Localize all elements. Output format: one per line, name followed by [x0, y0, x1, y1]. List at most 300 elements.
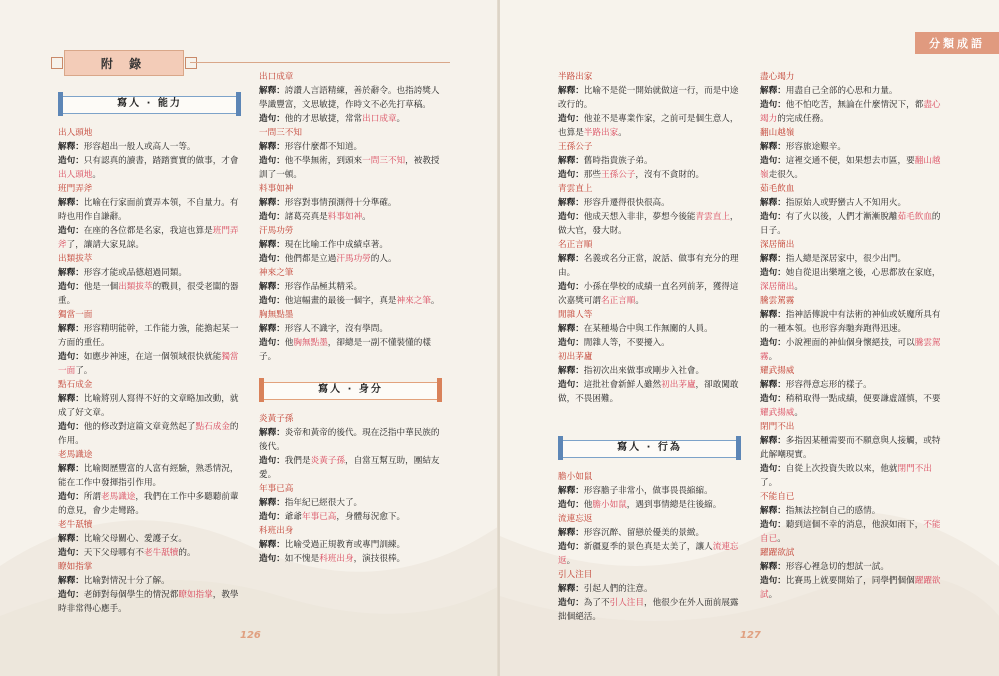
line-text: 指原始人或野蠻古人不知用火。: [785, 198, 907, 208]
idiom-highlight: 膽小如鼠: [592, 500, 627, 510]
line-text: 形容精明能幹，工作能力強，能擔起某一方面的重任。: [58, 324, 239, 348]
line-label: 解釋：: [259, 198, 285, 208]
line-label: 解釋：: [259, 324, 285, 334]
line-text: 比賽馬上就要開始了，同學們個個: [785, 576, 915, 586]
line-text: 小孫在學校的成績一直名列前茅，獲得這次嘉獎可謂: [558, 282, 739, 306]
line-text: 了。: [75, 366, 93, 376]
line-text: 。: [566, 556, 576, 566]
section-header: [259, 378, 442, 402]
line-label: 造句：: [58, 352, 84, 362]
idiom-highlight: 點石成金: [195, 422, 230, 432]
line-label: 造句：: [259, 554, 285, 564]
idiom-term: 閒雜人等: [558, 310, 593, 320]
line-label: 解釋：: [58, 394, 84, 404]
idiom-highlight: 盡心竭力: [760, 100, 941, 124]
line-text: 我們是: [284, 456, 311, 466]
line-label: 造句：: [558, 170, 584, 180]
example-line: [259, 336, 442, 364]
line-label: 造句：: [259, 156, 285, 166]
idiom-entry: [558, 512, 741, 568]
idiom-entry: [259, 412, 442, 482]
example-line: [558, 336, 741, 350]
example-line: [58, 154, 241, 182]
line-text: 形容對事情預測得十分準確。: [284, 198, 397, 208]
example-line: [558, 210, 741, 238]
line-text: 形容作品極其精采。: [284, 282, 363, 292]
line-label: 造句：: [259, 212, 285, 222]
idiom-term: 一問三不知: [259, 128, 302, 138]
line-text: 。: [430, 296, 440, 306]
line-label: 解釋：: [259, 240, 285, 250]
line-text: ，卻敢闖敢做，不畏困難。: [558, 380, 739, 404]
definition-line: [760, 378, 945, 392]
idiom-entry: [259, 126, 442, 182]
column-4: [760, 70, 945, 602]
line-label: 解釋：: [58, 142, 84, 152]
definition-line: [558, 196, 741, 210]
line-text: 形容什麼都不知道。: [284, 142, 363, 152]
idiom-entry: [760, 546, 945, 602]
line-text: 她自從退出樂壇之後，心思都放在家庭，: [785, 268, 941, 278]
line-label: 造句：: [760, 338, 786, 348]
line-text: 比喻受過正規教育或專門訓練。: [284, 540, 406, 550]
line-label: 解釋：: [760, 380, 786, 390]
line-text: 新疆夏季的景色真是太美了，讓人: [583, 542, 713, 552]
line-text: 他: [583, 500, 593, 510]
line-label: 解釋：: [558, 156, 584, 166]
line-label: 造句：: [58, 282, 84, 292]
line-text: 這裡交通不便，如果想去市區，要: [785, 156, 915, 166]
line-label: 造句：: [58, 422, 84, 432]
definition-line: [760, 252, 945, 266]
idiom-highlight: 一問三不知: [362, 156, 406, 166]
definition-line: [760, 84, 945, 98]
line-label: 解釋：: [760, 142, 786, 152]
example-line: [58, 490, 241, 518]
idiom-highlight: 汗馬功勞: [336, 254, 371, 264]
example-line: [259, 454, 442, 482]
line-label: 解釋：: [760, 436, 786, 446]
line-label: 造句：: [760, 156, 786, 166]
idiom-term: 躍躍欲試: [760, 548, 795, 558]
line-label: 解釋：: [58, 324, 84, 334]
line-text: ，我們在工作中多聽聽前輩的意見，會少走彎路。: [58, 492, 239, 516]
line-text: 形容超出一般人或高人一等。: [83, 142, 196, 152]
line-label: 解釋：: [558, 254, 584, 264]
line-text: 指無法控制自己的感情。: [785, 506, 881, 516]
idiom-entry: [760, 364, 945, 420]
idiom-term: 瞭如指掌: [58, 562, 93, 572]
idiom-highlight: 深居簡出: [760, 282, 795, 292]
line-text: 在某種場合中與工作無關的人員。: [583, 324, 713, 334]
line-text: 老師對每個學生的情況都: [83, 590, 179, 600]
line-text: 聽到這個不幸的消息，他淚如雨下，: [785, 520, 924, 530]
line-label: 造句：: [558, 542, 584, 552]
idiom-term: 王孫公子: [558, 142, 593, 152]
line-text: 如不愧是: [284, 554, 320, 564]
idiom-highlight: 瞭如指掌: [178, 590, 213, 600]
line-text: ，自當互幫互助，團結友愛。: [259, 456, 440, 480]
line-text: 他並不是專業作家，之前可是個生意人，也算是: [558, 114, 739, 138]
line-label: 造句：: [760, 520, 786, 530]
line-text: 那些: [583, 170, 601, 180]
section-title: 寫人 · 能力: [117, 98, 182, 109]
right-page: [500, 0, 999, 676]
example-line: [558, 112, 741, 140]
definition-line: [558, 526, 741, 540]
idiom-entry: [760, 182, 945, 238]
line-text: 指初次出來做事或剛步入社會。: [583, 366, 705, 376]
idiom-entry: [760, 490, 945, 546]
idiom-entry: [259, 266, 442, 308]
line-text: 為了不: [583, 598, 610, 608]
definition-line: [58, 532, 241, 546]
idiom-highlight: 初出茅廬: [661, 380, 696, 390]
idiom-highlight: 耀武揚威: [760, 408, 795, 418]
example-line: [760, 336, 945, 364]
idiom-term: 耀武揚威: [760, 366, 795, 376]
line-text: 稍稍取得一點成績，便要謙虛謹慎，不要: [785, 394, 941, 404]
line-label: 解釋：: [558, 584, 584, 594]
section-title: 寫人 · 行為: [617, 442, 682, 453]
example-line: [760, 462, 945, 490]
definition-line: [259, 538, 442, 552]
line-label: 造句：: [58, 226, 84, 236]
idiom-highlight: 獨當一面: [58, 352, 239, 376]
example-line: [259, 210, 442, 224]
idiom-highlight: 青雲直上: [695, 212, 730, 222]
idiom-highlight: 引人注目: [609, 598, 644, 608]
idiom-highlight: 出人頭地: [58, 170, 93, 180]
idiom-term: 胸無點墨: [259, 310, 294, 320]
line-label: 解釋：: [760, 506, 786, 516]
example-line: [760, 98, 945, 126]
idiom-highlight: 炎黃子孫: [310, 456, 345, 466]
example-line: [558, 596, 741, 624]
example-line: [558, 168, 741, 182]
example-line: [760, 210, 945, 238]
definition-line: [58, 392, 241, 420]
idiom-highlight: 躍躍欲試: [760, 576, 941, 600]
example-line: [259, 112, 442, 126]
idiom-highlight: 科班出身: [319, 554, 354, 564]
line-text: 比喻在行家面前賣弄本領，不自量力。有時也用作自謙辭。: [58, 198, 239, 222]
line-text: 。: [635, 296, 644, 306]
idiom-highlight: 翻山越嶺: [760, 156, 941, 180]
example-line: [558, 498, 741, 512]
line-text: 比喻父母關心、愛護子女。: [83, 534, 187, 544]
idiom-term: 料事如神: [259, 184, 294, 194]
line-label: 造句：: [558, 380, 584, 390]
line-label: 造句：: [58, 548, 84, 558]
example-line: [259, 252, 442, 266]
definition-line: [558, 252, 741, 280]
line-text: 比喻將別人寫得不好的文章略加改動，就成了好文章。: [58, 394, 239, 418]
idiom-entry: [58, 308, 241, 378]
definition-line: [760, 308, 945, 336]
idiom-highlight: 不能自已: [760, 520, 941, 544]
definition-line: [58, 140, 241, 154]
example-line: [58, 546, 241, 560]
definition-line: [259, 140, 442, 154]
line-text: ，遇到事情總是往後縮。: [626, 500, 722, 510]
idiom-term: 年事已高: [259, 484, 294, 494]
line-text: 比喻不是從一開始就做這一行，而是中途改行的。: [558, 86, 739, 110]
line-text: 。: [794, 282, 803, 292]
line-label: 造句：: [58, 156, 84, 166]
idiom-entry: [760, 420, 945, 490]
idiom-entry: [558, 238, 741, 308]
example-line: [760, 266, 945, 294]
line-text: 天下父母哪有不: [83, 548, 144, 558]
line-text: 他不學無術，到頭來: [284, 156, 363, 166]
idiom-highlight: 半路出家: [583, 128, 619, 138]
idiom-highlight: 茹毛飲血: [897, 212, 932, 222]
line-text: 指年紀已經很大了。: [284, 498, 363, 508]
definition-line: [259, 238, 442, 252]
example-line: [760, 518, 945, 546]
line-text: 的人。: [370, 254, 397, 264]
line-text: 的戰員，很受老闆的器重。: [58, 282, 239, 306]
line-label: 解釋：: [58, 464, 84, 474]
idiom-term: 老馬識途: [58, 450, 93, 460]
line-text: ，被教授訓了一頓。: [259, 156, 440, 180]
idiom-entry: [558, 350, 741, 406]
idiom-entry: [259, 224, 442, 266]
definition-line: [760, 560, 945, 574]
definition-line: [58, 574, 241, 588]
line-label: 造句：: [760, 268, 786, 278]
line-text: ，沒有不貪財的。: [635, 170, 705, 180]
line-text: 。: [362, 212, 371, 222]
definition-line: [760, 196, 945, 210]
line-text: 他: [284, 338, 294, 348]
idiom-highlight: 王孫公子: [601, 170, 636, 180]
line-label: 造句：: [259, 114, 285, 124]
idiom-term: 出口成章: [259, 72, 294, 82]
line-text: 他成天想入非非，夢想今後能: [583, 212, 696, 222]
line-label: 解釋：: [58, 576, 84, 586]
line-label: 造句：: [558, 598, 584, 608]
line-label: 解釋：: [58, 268, 84, 278]
idiom-entry: [58, 448, 241, 518]
line-label: 造句：: [259, 296, 285, 306]
line-label: 解釋：: [259, 540, 285, 550]
definition-line: [558, 484, 741, 498]
line-text: 小說裡面的神仙個身懷絕技，可以: [785, 338, 915, 348]
line-text: ，做大官，發大財。: [558, 212, 739, 236]
line-text: ，他很少在外人面前展露拙個絕活。: [558, 598, 739, 622]
definition-line: [259, 322, 442, 336]
chapter-tab: 分類成語: [915, 32, 999, 54]
idiom-term: 青雲直上: [558, 184, 593, 194]
idiom-entry: [259, 482, 442, 524]
line-label: 解釋：: [760, 562, 786, 572]
idiom-term: 半路出家: [558, 72, 593, 82]
line-label: 造句：: [58, 492, 84, 502]
line-text: 的作用。: [58, 422, 239, 446]
line-label: 造句：: [760, 394, 786, 404]
line-text: 諸葛亮真是: [284, 212, 328, 222]
idiom-term: 老牛舐犢: [58, 520, 93, 530]
idiom-entry: [259, 524, 442, 566]
column-2: [259, 70, 442, 566]
line-label: 造句：: [760, 576, 786, 586]
idiom-highlight: 神來之筆: [396, 296, 431, 306]
example-line: [58, 224, 241, 252]
example-line: [58, 280, 241, 308]
idiom-term: 深居簡出: [760, 240, 795, 250]
column-3: [558, 70, 741, 624]
idiom-term: 出人頭地: [58, 128, 93, 138]
page-number: 127: [740, 630, 761, 641]
line-label: 造句：: [259, 254, 285, 264]
line-label: 解釋：: [259, 282, 285, 292]
line-text: ，身體每況愈下。: [336, 512, 406, 522]
line-text: 如應步神速，在這一個領域很快就能: [83, 352, 222, 362]
idiom-term: 初出茅廬: [558, 352, 593, 362]
idiom-entry: [58, 126, 241, 182]
line-text: 現在比喻工作中成績卓著。: [284, 240, 388, 250]
line-text: 的。: [178, 548, 196, 558]
idiom-term: 點石成金: [58, 380, 93, 390]
idiom-entry: [259, 70, 442, 126]
idiom-term: 閉門不出: [760, 422, 795, 432]
idiom-term: 神來之筆: [259, 268, 294, 278]
line-text: ，卻總是一副不懂裝懂的樣子。: [259, 338, 431, 362]
definition-line: [58, 462, 241, 490]
idiom-term: 科班出身: [259, 526, 294, 536]
line-text: 形容沉醉、留戀於優美的景緻。: [583, 528, 705, 538]
line-text: 。: [92, 170, 101, 180]
line-text: 形容旅途艱辛。: [785, 142, 846, 152]
idiom-term: 茹毛飲血: [760, 184, 795, 194]
section-title: 寫人 · 身分: [318, 384, 383, 395]
line-text: 了，讓請大家見諒。: [66, 240, 144, 250]
line-label: 解釋：: [259, 86, 285, 96]
definition-line: [259, 196, 442, 210]
example-line: [558, 540, 741, 568]
line-text: 。: [768, 352, 778, 362]
definition-line: [760, 140, 945, 154]
line-label: 造句：: [259, 338, 285, 348]
line-text: 多指因某種需要而不願意與人接觸，或特此解嘲現實。: [760, 436, 941, 460]
line-text: 形容人不識字，沒有學問。: [284, 324, 388, 334]
idiom-entry: [58, 252, 241, 308]
definition-line: [760, 434, 945, 462]
idiom-highlight: 年事已高: [302, 512, 337, 522]
line-text: 形容升遷得很快很高。: [583, 198, 670, 208]
idiom-entry: [259, 308, 442, 364]
line-label: 造句：: [58, 590, 84, 600]
line-label: 造句：: [760, 464, 786, 474]
line-label: 造句：: [760, 212, 786, 222]
idiom-entry: [58, 378, 241, 448]
line-label: 解釋：: [558, 366, 584, 376]
idiom-term: 班門弄斧: [58, 184, 93, 194]
line-text: 他是一個: [83, 282, 119, 292]
definition-line: [259, 496, 442, 510]
definition-line: [259, 280, 442, 294]
example-line: [558, 280, 741, 308]
appendix-label: 附 錄: [64, 50, 184, 76]
line-label: 解釋：: [760, 198, 786, 208]
idiom-entry: [558, 70, 741, 140]
line-text: 形容得意忘形的樣子。: [785, 380, 872, 390]
column-1: [58, 86, 241, 616]
definition-line: [558, 322, 741, 336]
line-label: 解釋：: [558, 198, 584, 208]
idiom-entry: [760, 238, 945, 294]
line-text: 這批社會新鮮人雖然: [583, 380, 662, 390]
line-text: 閒雜人等，不要擾入。: [583, 338, 670, 348]
line-label: 解釋：: [558, 528, 584, 538]
idiom-term: 出類拔萃: [58, 254, 93, 264]
line-text: 比喻對情況十分了解。: [83, 576, 170, 586]
line-label: 解釋：: [58, 534, 84, 544]
example-line: [58, 588, 241, 616]
idiom-highlight: 流連忘返: [558, 542, 739, 566]
idiom-term: 流連忘返: [558, 514, 593, 524]
line-text: 走很久。: [768, 170, 803, 180]
line-text: 在座的各位都是名家，我這也算是: [83, 226, 213, 236]
example-line: [259, 552, 442, 566]
example-line: [760, 574, 945, 602]
line-text: 。: [396, 114, 406, 124]
idiom-highlight: 胸無點墨: [293, 338, 328, 348]
example-line: [259, 510, 442, 524]
idiom-highlight: 騰雲駕霧: [760, 338, 941, 362]
line-text: 名義或名分正當，說話、做事有充分的理由。: [558, 254, 739, 278]
line-label: 解釋：: [259, 142, 285, 152]
idiom-entry: [58, 182, 241, 252]
definition-line: [558, 582, 741, 596]
line-text: 。: [768, 590, 778, 600]
line-label: 造句：: [259, 456, 285, 466]
idiom-term: 盡心竭力: [760, 72, 795, 82]
example-line: [760, 392, 945, 420]
line-label: 解釋：: [259, 498, 285, 508]
idiom-highlight: 班門弄斧: [58, 226, 239, 250]
idiom-term: 騰雲駕霧: [760, 296, 795, 306]
page-number: 126: [240, 630, 261, 641]
idiom-entry: [760, 294, 945, 364]
idiom-entry: [558, 140, 741, 182]
line-label: 解釋：: [760, 254, 786, 264]
idiom-entry: [58, 518, 241, 560]
line-label: 造句：: [558, 212, 584, 222]
line-text: 的日子。: [760, 212, 941, 236]
section-header: [558, 436, 741, 460]
idiom-highlight: 閉門不出: [897, 464, 932, 474]
line-text: ，演技很棒。: [353, 554, 406, 564]
definition-line: [558, 364, 741, 378]
idiom-highlight: 名正言順: [600, 296, 636, 306]
line-text: 舊時指貴族子弟。: [583, 156, 653, 166]
idiom-entry: [58, 560, 241, 616]
idiom-entry: [259, 182, 442, 224]
section-header: [58, 92, 241, 116]
line-text: 只有認真的讀書，踏踏實實的做事，才會: [83, 156, 239, 166]
line-text: 他們都是立過: [284, 254, 337, 264]
idiom-entry: [558, 568, 741, 624]
line-label: 解釋：: [558, 86, 584, 96]
definition-line: [58, 266, 241, 280]
idiom-entry: [558, 308, 741, 350]
idiom-term: 名正言順: [558, 240, 593, 250]
example-line: [259, 294, 442, 308]
line-text: 。: [777, 534, 786, 544]
